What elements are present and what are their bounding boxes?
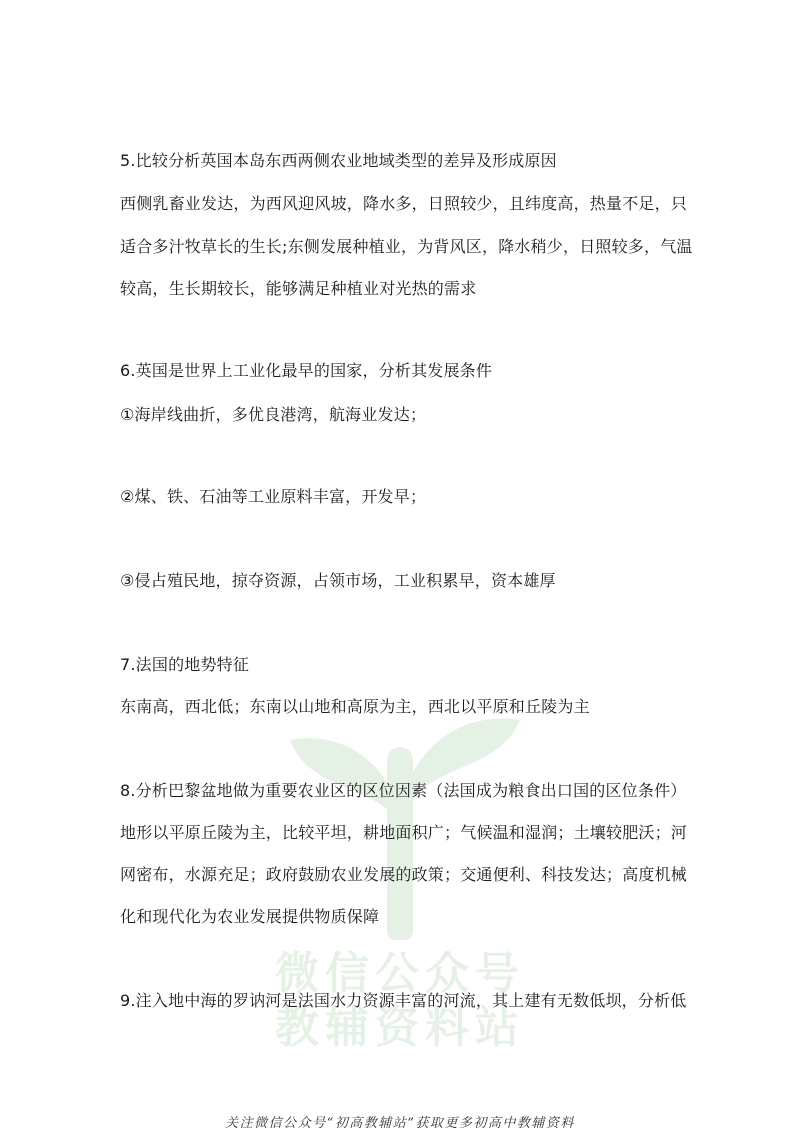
page-footer: 关注微信公众号“初高教辅站”获取更多初高中教辅资料 bbox=[225, 1116, 575, 1131]
answer-6-point-1: ①海岸线曲折，多优良港湾，航海业发达； bbox=[120, 405, 427, 424]
answer-7-line-1: 东南高，西北低；东南以山地和高原为主，西北以平原和丘陵为主 bbox=[120, 697, 590, 716]
sprout-logo-icon bbox=[250, 700, 550, 940]
answer-8-line-2: 网密布，水源充足；政府鼓励农业发展的政策；交通便利、科技发达；高度机械 bbox=[120, 865, 688, 884]
question-9-heading: 9.注入地中海的罗讷河是法国水力资源丰富的河流，其上建有无数低坝，分析低 bbox=[120, 991, 687, 1010]
question-5-heading: 5.比较分析英国本岛东西两侧农业地域类型的差异及形成原因 bbox=[120, 151, 557, 170]
answer-6-point-2: ②煤、铁、石油等工业原料丰富，开发早； bbox=[120, 487, 427, 506]
answer-8-line-1: 地形以平原丘陵为主，比较平坦，耕地面积广；气候温和湿润；土壤较肥沃；河 bbox=[120, 823, 688, 842]
answer-5-line-3: 较高，生长期较长，能够满足种植业对光热的需求 bbox=[120, 279, 477, 298]
answer-8-line-3: 化和现代化为农业发展提供物质保障 bbox=[120, 907, 380, 926]
answer-5-line-1: 西侧乳畜业发达，为西风迎风坡，降水多，日照较少，且纬度高，热量不足，只 bbox=[120, 194, 688, 213]
question-7-heading: 7.法国的地势特征 bbox=[120, 655, 250, 674]
watermark-line-1: 微信公众号 bbox=[275, 948, 525, 999]
question-8-heading: 8.分析巴黎盆地做为重要农业区的区位因素（法国成为粮食出口国的区位条件） bbox=[120, 781, 687, 800]
answer-6-point-3: ③侵占殖民地，掠夺资源，占领市场，工业积累早，资本雄厚 bbox=[120, 571, 556, 590]
question-6-heading: 6.英国是世界上工业化最早的国家，分析其发展条件 bbox=[120, 361, 493, 380]
watermark-line-2: 教辅资料站 bbox=[275, 1002, 525, 1053]
answer-5-line-2: 适合多汁牧草长的生长;东侧发展种植业，为背风区，降水稍少，日照较多，气温 bbox=[120, 237, 693, 256]
